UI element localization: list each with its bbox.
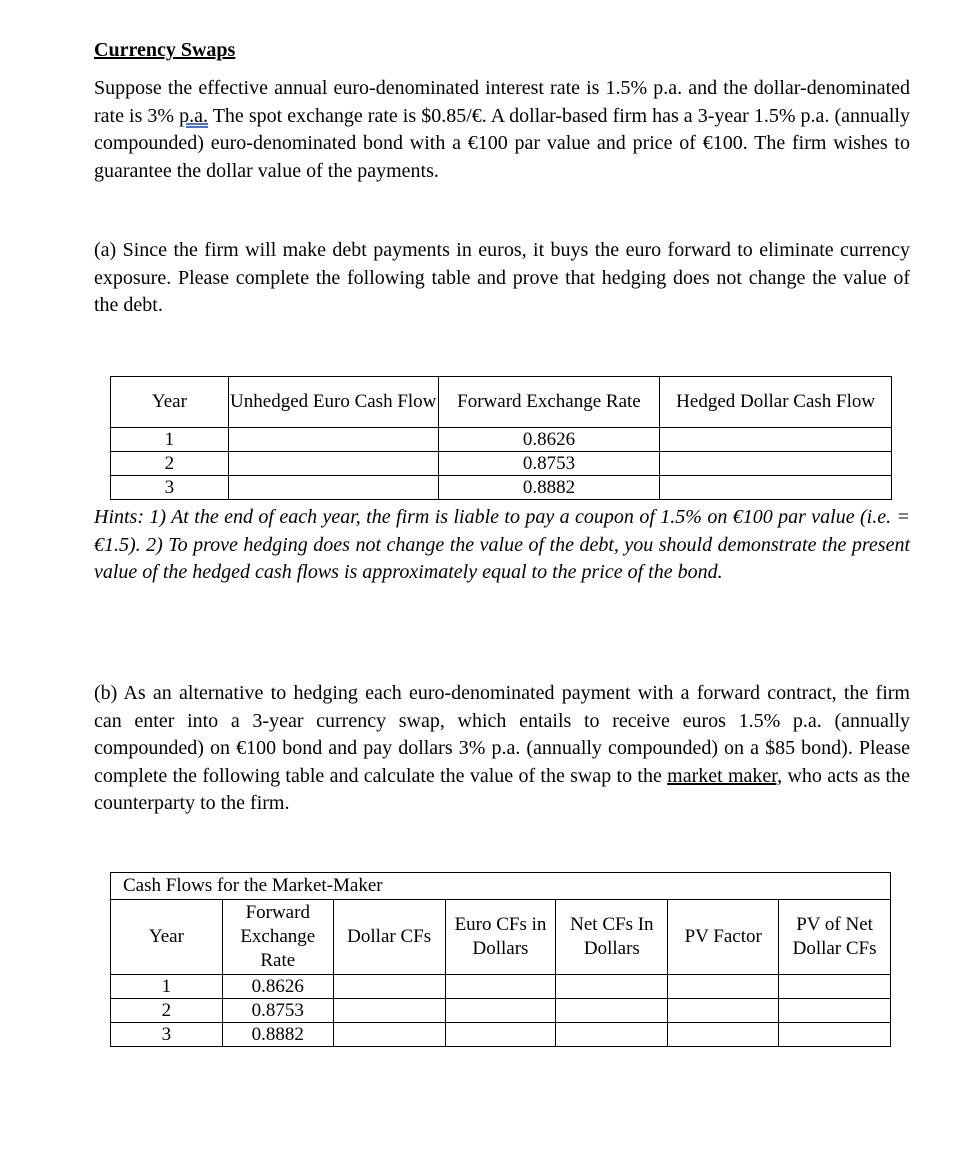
- forward-rate-cell: 0.8882: [222, 1023, 333, 1047]
- year-cell: 3: [111, 1023, 223, 1047]
- forward-rate-cell: 0.8753: [222, 999, 333, 1023]
- table-row: [111, 476, 892, 500]
- table-row: [111, 1023, 891, 1047]
- hedged-dollar-cf-input[interactable]: [660, 452, 892, 476]
- unhedged-euro-cf-input[interactable]: [228, 428, 438, 452]
- dollar-cfs-input[interactable]: [333, 999, 445, 1023]
- net-cfs-input[interactable]: [556, 999, 668, 1023]
- unhedged-euro-cf-input[interactable]: [228, 476, 438, 500]
- header-euro-cfs-in-dollars: Euro CFs in Dollars: [445, 900, 556, 975]
- part-a-paragraph: (a) Since the firm will make debt payments in euros, it buys the euro forward to eliminate currency exposure. Please complete the following table and prove that hedging does not change the value of the debt.: [94, 239, 910, 316]
- intro-text-after: The spot exchange rate is $0.85/€. A dollar-based firm has a 3-year 1.5% p.a. (annually compounded) euro-denominated bond with a €100 par value and price of €100. The firm wishes to guarantee the dollar value of the payments.: [94, 104, 910, 182]
- forward-rate-cell: 0.8626: [438, 428, 660, 452]
- swap-table-header: [111, 900, 891, 975]
- pv-factor-input[interactable]: [668, 975, 779, 999]
- table-row: [111, 975, 891, 999]
- unhedged-euro-cf-input[interactable]: [228, 452, 438, 476]
- header-dollar-cfs: Dollar CFs: [333, 900, 445, 975]
- pv-factor-input[interactable]: [668, 999, 779, 1023]
- euro-cfs-in-dollars-input[interactable]: [445, 1023, 556, 1047]
- euro-cfs-in-dollars-input[interactable]: [445, 999, 556, 1023]
- pv-net-dollar-cfs-input[interactable]: [779, 975, 891, 999]
- swap-table: [110, 872, 891, 1047]
- year-cell: 1: [111, 428, 229, 452]
- header-unhedged-euro-cf: Unhedged Euro Cash Flow: [228, 377, 438, 428]
- part-b-text-after: who acts as the counterparty to the firm.: [94, 764, 910, 814]
- year-cell: 2: [111, 452, 229, 476]
- part-b-paragraph: [94, 680, 910, 818]
- pv-net-dollar-cfs-input[interactable]: [779, 999, 891, 1023]
- header-forward-rate: Forward Exchange Rate: [438, 377, 660, 428]
- year-cell: 1: [111, 975, 223, 999]
- swap-table-caption: Cash Flows for the Market-Maker: [111, 873, 891, 900]
- pv-net-dollar-cfs-input[interactable]: [779, 1023, 891, 1047]
- pv-factor-input[interactable]: [668, 1023, 779, 1047]
- year-cell: 2: [111, 999, 223, 1023]
- header-year: Year: [111, 377, 229, 428]
- intro-pa-flagged: p.a.: [179, 104, 209, 127]
- net-cfs-input[interactable]: [556, 1023, 668, 1047]
- table-row: [111, 999, 891, 1023]
- table-row: [111, 428, 892, 452]
- hedged-dollar-cf-input[interactable]: [660, 476, 892, 500]
- table-row: [111, 452, 892, 476]
- part-a-hints: Hints: 1) At the end of each year, the firm is liable to pay a coupon of 1.5% on €100 par value (i.e. = €1.5). 2) To prove hedging does not change the value of the debt, you should demonstrate the present value of the hedged cash flows is approximately equal to the price of the bond.: [94, 506, 910, 583]
- part-b-market-maker: market maker,: [667, 764, 783, 787]
- header-net-cfs: Net CFs In Dollars: [556, 900, 668, 975]
- header-pv-net-dollar-cfs: PV of Net Dollar CFs: [779, 900, 891, 975]
- intro-paragraph: [94, 75, 910, 185]
- forward-rate-cell: 0.8626: [222, 975, 333, 999]
- forward-rate-cell: 0.8753: [438, 452, 660, 476]
- net-cfs-input[interactable]: [556, 975, 668, 999]
- hedging-table-header: [111, 377, 892, 428]
- hedging-table: [110, 376, 892, 500]
- hedged-dollar-cf-input[interactable]: [660, 428, 892, 452]
- intro-text-before: Suppose the effective annual euro-denominated interest rate is 1.5% p.a. and the dollar-denominated rate is 3%: [94, 77, 910, 127]
- forward-rate-cell: 0.8882: [438, 476, 660, 500]
- year-cell: 3: [111, 476, 229, 500]
- euro-cfs-in-dollars-input[interactable]: [445, 975, 556, 999]
- page-title: Currency Swaps: [94, 39, 236, 61]
- header-year: Year: [111, 900, 223, 975]
- swap-table-caption-row: [111, 873, 891, 900]
- dollar-cfs-input[interactable]: [333, 975, 445, 999]
- header-hedged-dollar-cf: Hedged Dollar Cash Flow: [660, 377, 892, 428]
- header-pv-factor: PV Factor: [668, 900, 779, 975]
- dollar-cfs-input[interactable]: [333, 1023, 445, 1047]
- part-b-text-before: (b) As an alternative to hedging each euro-denominated payment with a forward contract, the firm can enter into a 3-year currency swap, which entails to receive euros 1.5% p.a. (annually compounded) on €100 bond and pay dollars 3% p.a. (annually compounded) on a $85 bond). Please complete the following table and calculate the value of the swap to the: [94, 682, 910, 787]
- header-forward-rate: Forward Exchange Rate: [222, 900, 333, 975]
